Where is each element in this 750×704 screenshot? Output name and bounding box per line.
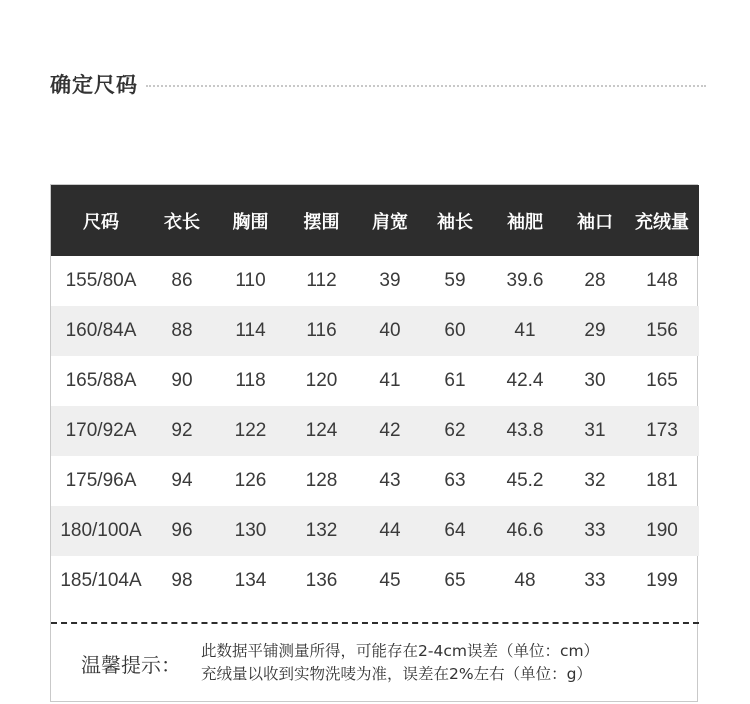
cell-size: 160/84A: [65, 320, 137, 341]
header-chest: 胸围: [232, 211, 269, 233]
cell-hem: 136: [305, 570, 338, 591]
cell-down-fill: 148: [646, 270, 678, 291]
cell-cuff: 33: [584, 520, 606, 541]
cell-down-fill: 173: [646, 420, 678, 441]
cell-sleeve-length: 59: [444, 270, 466, 291]
cell-chest: 122: [234, 420, 267, 441]
cell-sleeve-width: 41: [514, 320, 536, 341]
cell-shoulder: 41: [379, 370, 401, 391]
cell-length: 90: [171, 370, 193, 391]
table-row: [51, 556, 699, 606]
section-dotted-divider: [146, 85, 706, 87]
cell-cuff: 31: [584, 420, 606, 441]
cell-sleeve-length: 61: [444, 370, 466, 391]
table-row: [51, 456, 699, 506]
cell-shoulder: 42: [379, 420, 401, 441]
cell-cuff: 33: [584, 570, 606, 591]
cell-hem: 116: [306, 320, 337, 341]
cell-chest: 134: [234, 570, 267, 591]
section-header: [50, 66, 706, 102]
cell-down-fill: 199: [646, 570, 678, 591]
cell-chest: 114: [235, 320, 266, 341]
cell-size: 175/96A: [65, 470, 137, 491]
cell-length: 86: [171, 270, 193, 291]
header-sleeve-length: 袖长: [437, 211, 473, 233]
cell-chest: 126: [234, 470, 267, 491]
cell-hem: 112: [306, 270, 337, 291]
header-shoulder: 肩宽: [372, 211, 408, 233]
table-row: [51, 356, 699, 406]
cell-cuff: 28: [584, 270, 606, 291]
cell-down-fill: 156: [646, 320, 678, 341]
cell-size: 165/88A: [65, 370, 137, 391]
header-cuff: 袖口: [577, 211, 613, 233]
cell-down-fill: 190: [646, 520, 678, 541]
cell-size: 180/100A: [60, 520, 142, 541]
header-length: 衣长: [164, 211, 200, 233]
cell-sleeve-width: 46.6: [506, 520, 544, 541]
cell-size: 185/104A: [60, 570, 142, 591]
size-chart-card: [50, 184, 698, 702]
header-sleeve-width: 袖肥: [507, 211, 543, 233]
cell-sleeve-width: 39.6: [506, 270, 544, 291]
table-row: [51, 256, 699, 306]
tips-line-down-fill: 充绒量以收到实物洗唛为准，误差在2%左右（单位：g）: [201, 665, 592, 683]
cell-shoulder: 39: [379, 270, 401, 291]
cell-hem: 124: [305, 420, 338, 441]
cell-shoulder: 44: [379, 520, 401, 541]
cell-length: 88: [171, 320, 193, 341]
cell-cuff: 32: [584, 470, 606, 491]
cell-hem: 132: [305, 520, 338, 541]
header-down-fill: 充绒量: [635, 211, 689, 233]
cell-shoulder: 43: [379, 470, 401, 491]
table-header-row: [51, 185, 699, 256]
cell-down-fill: 181: [646, 470, 678, 491]
note-dashed-divider: [51, 622, 699, 624]
cell-length: 94: [171, 470, 193, 491]
table-row: [51, 506, 699, 556]
cell-sleeve-length: 64: [444, 520, 466, 541]
cell-sleeve-width: 42.4: [506, 370, 544, 391]
cell-hem: 120: [305, 370, 338, 391]
cell-shoulder: 40: [379, 320, 401, 341]
cell-size: 155/80A: [65, 270, 137, 291]
tips-label: 温馨提示：: [81, 652, 181, 677]
table-row: [51, 406, 699, 456]
cell-chest: 110: [235, 270, 266, 291]
cell-length: 96: [171, 520, 193, 541]
cell-sleeve-width: 43.8: [506, 420, 544, 441]
cell-sleeve-width: 45.2: [506, 470, 544, 491]
cell-sleeve-length: 63: [444, 470, 466, 491]
table-body: [51, 256, 699, 606]
cell-chest: 118: [235, 370, 266, 391]
cell-sleeve-length: 62: [444, 420, 466, 441]
cell-cuff: 30: [584, 370, 606, 391]
cell-shoulder: 45: [379, 570, 401, 591]
header-hem: 摆围: [303, 211, 340, 233]
cell-size: 170/92A: [65, 420, 137, 441]
header-size: 尺码: [83, 211, 119, 233]
cell-sleeve-length: 60: [444, 320, 466, 341]
cell-sleeve-length: 65: [444, 570, 466, 591]
cell-cuff: 29: [584, 320, 606, 341]
cell-length: 98: [171, 570, 193, 591]
section-title: 确定尺码: [50, 73, 138, 97]
cell-hem: 128: [305, 470, 338, 491]
cell-sleeve-width: 48: [514, 570, 536, 591]
table-row: [51, 306, 699, 356]
tips-note: [51, 625, 699, 701]
cell-length: 92: [171, 420, 193, 441]
tips-line-measurement: 此数据平铺测量所得，可能存在2-4cm误差（单位：cm）: [201, 642, 600, 660]
tips-text: [201, 640, 599, 686]
cell-down-fill: 165: [646, 370, 678, 391]
cell-chest: 130: [234, 520, 267, 541]
